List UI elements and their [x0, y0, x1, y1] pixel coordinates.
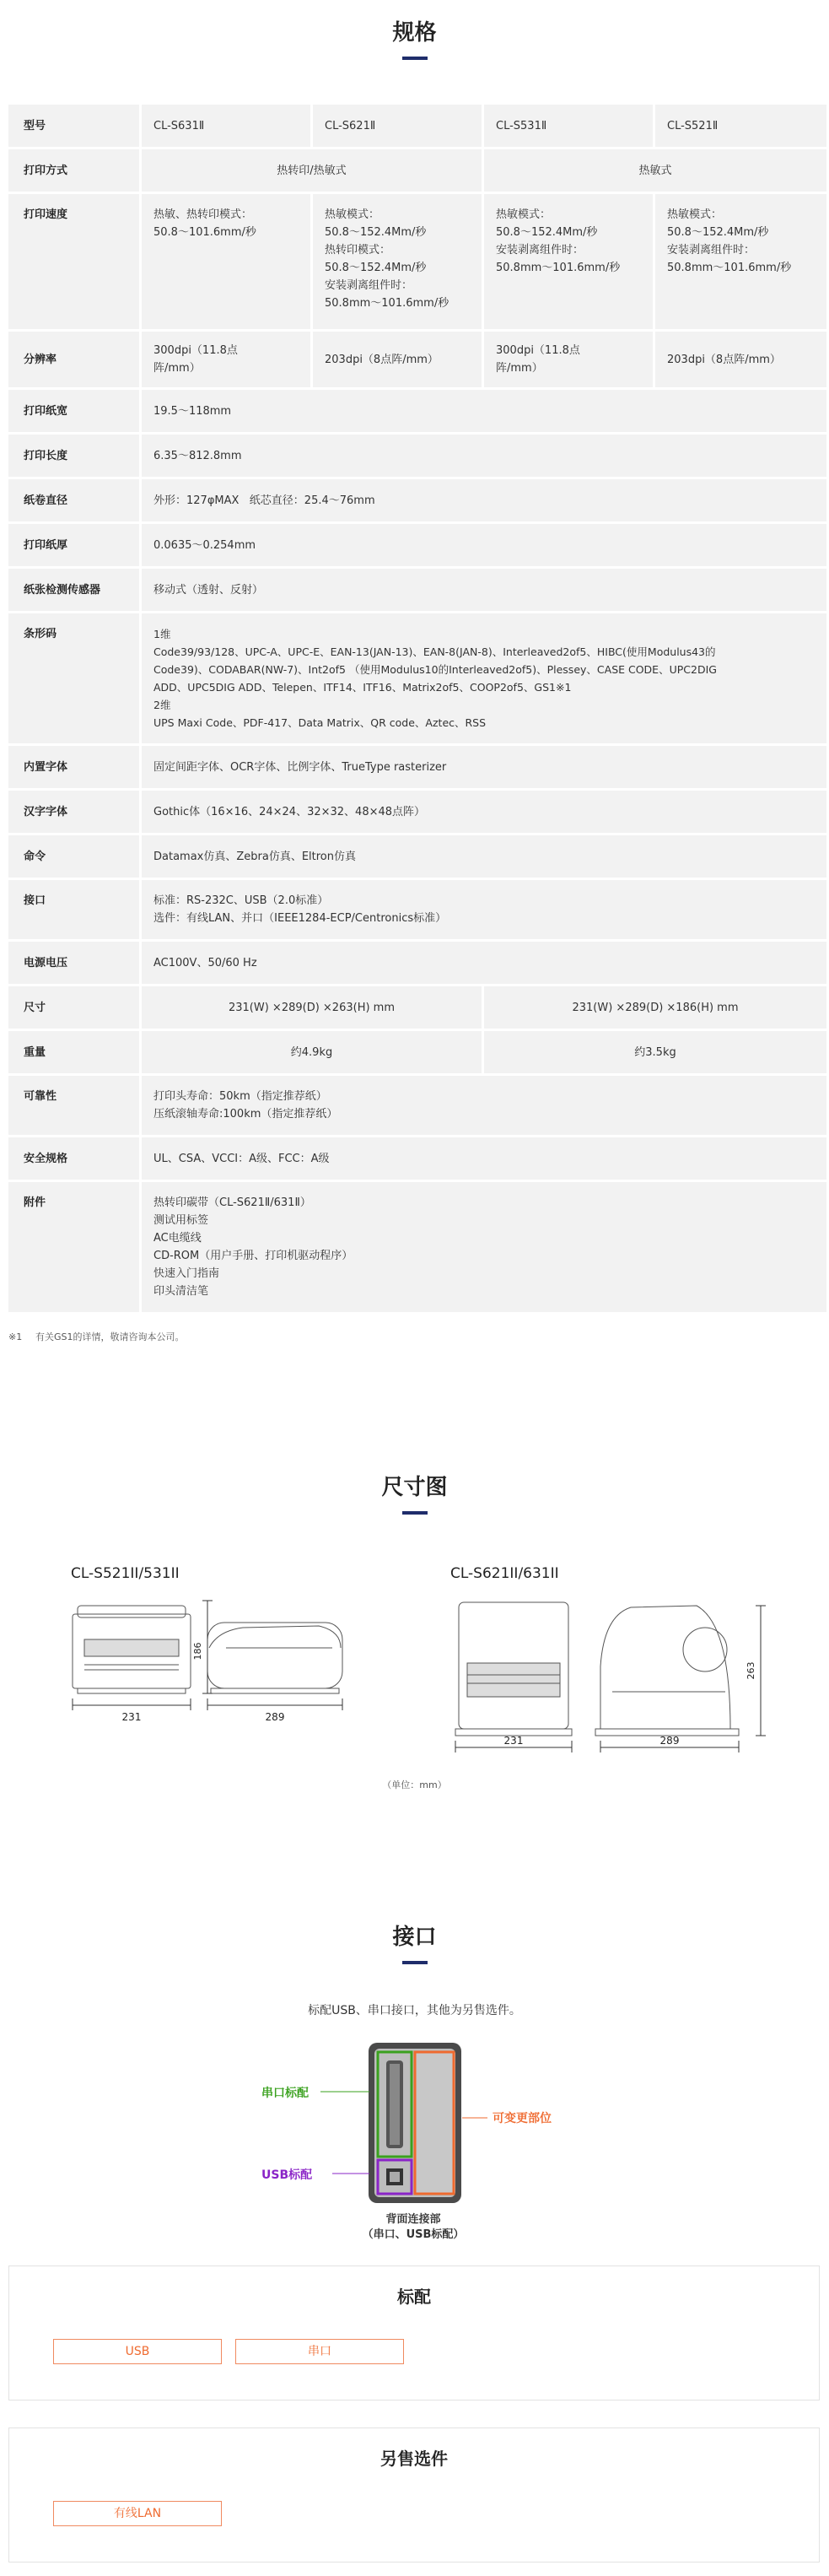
table-row [8, 791, 826, 833]
serial-label: 串口标配 [261, 2087, 309, 2100]
row-label: 电源电压 [8, 942, 142, 984]
cell-line: 测试用标签 [153, 1214, 209, 1227]
cell-line: ADD、UPC5DIG ADD、Telepen、ITF14、ITF16、Matrix2of5、COOP2of5、GS1※1 [153, 681, 572, 694]
cell-value [142, 332, 313, 387]
row-label: 纸卷直径 [8, 479, 142, 521]
cell-value: 外形：127φMAX 纸芯直径：25.4～76mm [142, 479, 826, 521]
spec-title: 规格 [392, 20, 437, 46]
cell-value: 固定间距字体、OCR字体、比例字体、TrueType rasterizer [142, 746, 826, 788]
cell-value: Gothic体（16×16、24×24、32×32、48×48点阵） [142, 791, 826, 833]
option-box [8, 2427, 820, 2562]
title-underline [402, 57, 428, 60]
row-label: 附件 [8, 1182, 142, 1312]
cell-line: 热敏模式： [496, 208, 552, 221]
row-label: 汉字字体 [8, 791, 142, 833]
title-underline [402, 1961, 428, 1964]
figure-caption-line2: （串口、USB标配） [362, 2228, 465, 2241]
table-row [8, 835, 826, 878]
row-label: 接口 [8, 880, 142, 939]
cell-line: 1维 [153, 628, 171, 640]
model-label-left: CL-S521II/531II [71, 1565, 180, 1582]
interface-section [0, 1920, 829, 2257]
cell-line: 压纸滚轴寿命:100km（指定推荐纸） [153, 1108, 338, 1121]
cell-line: 50.8～152.4Mm/秒 [496, 226, 598, 239]
option-box-title: 另售选件 [380, 2449, 448, 2469]
cell-value: 约3.5kg [484, 1031, 826, 1073]
cell-value [313, 194, 484, 329]
row-label: 打印纸厚 [8, 524, 142, 566]
cell-value: Datamax仿真、Zebra仿真、Eltron仿真 [142, 835, 826, 878]
cell-line: 50.8mm～101.6mm/秒 [496, 262, 621, 274]
wired-lan-tag-button[interactable]: 有线LAN [53, 2501, 222, 2526]
cell-line: 50.8～152.4Mm/秒 [325, 226, 427, 239]
footnote-text: 有关GS1的详情，敬请咨询本公司。 [35, 1331, 185, 1342]
row-label: 重量 [8, 1031, 142, 1073]
table-row [8, 149, 826, 192]
row-label: 纸张检测传感器 [8, 569, 142, 611]
cell-value [142, 194, 313, 329]
unit-note: （单位：mm） [382, 1779, 447, 1790]
cell-value: 0.0635～0.254mm [142, 524, 826, 566]
front-view-slot [84, 1639, 179, 1656]
cell-line: Code39)、CODABAR(NW-7)、Int2of5 （使用Modulus10的Interleaved2of5)、Plessey、CASE CODE、UPC2DIG [153, 663, 717, 676]
interface-description: 标配USB、串口接口，其他为另售选件。 [308, 2004, 521, 2017]
dim-depth-right: 289 [659, 1735, 680, 1747]
drawing-right [452, 1590, 781, 1759]
side-view-body [600, 1606, 730, 1729]
row-label: 打印长度 [8, 435, 142, 477]
cell-value: UL、CSA、VCCI：A级、FCC：A级 [142, 1137, 826, 1180]
cell-line: 打印头寿命：50km（指定推荐纸） [153, 1090, 327, 1103]
standard-box-title: 标配 [397, 2287, 431, 2307]
cell-line: 热敏、热转印模式： [153, 208, 253, 221]
usb-label: USB标配 [261, 2168, 313, 2182]
row-label: 打印纸宽 [8, 390, 142, 432]
dim-height-right: 263 [746, 1661, 756, 1680]
side-view-body [207, 1623, 342, 1688]
cell-value: 热敏式 [484, 149, 826, 192]
spec-table [8, 102, 826, 1315]
cell-value: 6.35～812.8mm [142, 435, 826, 477]
table-row [8, 524, 826, 566]
dim-width-right: 231 [503, 1735, 524, 1747]
table-row [8, 1137, 826, 1180]
cell-value [142, 880, 826, 939]
cell-line: 热转印碳带（CL-S621Ⅱ/631Ⅱ） [153, 1196, 311, 1209]
cell-value: 19.5～118mm [142, 390, 826, 432]
standard-box [8, 2265, 820, 2400]
cell-value: 231(W) ×289(D) ×186(H) mm [484, 986, 826, 1029]
cell-line: 50.8～152.4Mm/秒 [667, 226, 769, 239]
figure-caption-line1: 背面连接部 [385, 2213, 441, 2226]
cell-value [655, 332, 826, 387]
cell-line: 印头清洁笔 [153, 1285, 209, 1298]
cell-value: 移动式（透射、反射） [142, 569, 826, 611]
cell-value [142, 1076, 826, 1135]
table-row [8, 435, 826, 477]
table-row [8, 986, 826, 1029]
row-label: 条形码 [8, 613, 142, 743]
row-label: 内置字体 [8, 746, 142, 788]
model-label-right: CL-S621II/631II [450, 1565, 559, 1582]
serial-tag-button[interactable]: 串口 [235, 2339, 404, 2364]
cell-value: 热转印/热敏式 [142, 149, 484, 192]
dim-width-left: 231 [121, 1711, 142, 1723]
table-row [8, 942, 826, 984]
row-label: 打印方式 [8, 149, 142, 192]
row-label: 命令 [8, 835, 142, 878]
table-row [8, 390, 826, 432]
row-label: 型号 [8, 105, 142, 147]
cell-value: 231(W) ×289(D) ×263(H) mm [142, 986, 484, 1029]
cell-value [142, 1182, 826, 1312]
cell-line: UPS Maxi Code、PDF-417、Data Matrix、QR code、Aztec、RSS [153, 716, 487, 729]
row-label: 可靠性 [8, 1076, 142, 1135]
cell-line: 50.8mm～101.6mm/秒 [667, 262, 792, 274]
cell-line: CD-ROM（用户手册、打印机驱动程序） [153, 1250, 353, 1262]
table-row [8, 880, 826, 939]
cell-line: 300dpi（11.8点 [153, 344, 238, 357]
cell-line: AC电缆线 [153, 1232, 202, 1245]
cell-line: 2维 [153, 699, 171, 711]
model-name: CL-S631Ⅱ [142, 105, 313, 147]
model-name: CL-S621Ⅱ [313, 105, 484, 147]
table-row [8, 613, 826, 743]
cell-line: 50.8mm～101.6mm/秒 [325, 297, 449, 310]
cell-line: 50.8～101.6mm/秒 [153, 226, 256, 239]
footnote [8, 1330, 829, 1343]
cell-line: Code39/93/128、UPC-A、UPC-E、EAN-13(JAN-13)、EAN-8(JAN-8)、Interleaved2of5、HIBC(使用Modulus43的 [153, 645, 716, 658]
dim-depth-left: 289 [265, 1711, 285, 1723]
cell-line: 选件：有线LAN、并口（IEEE1284-ECP/Centronics标准） [153, 912, 447, 925]
table-row [8, 105, 826, 147]
table-row [8, 746, 826, 788]
table-row [8, 1076, 826, 1135]
cell-line: 阵/mm） [496, 362, 543, 375]
cell-line: 阵/mm） [153, 362, 201, 375]
cell-line: 300dpi（11.8点 [496, 344, 580, 357]
cell-line: 203dpi（8点阵/mm） [667, 353, 781, 366]
leader-line-right [462, 2109, 487, 2126]
table-row [8, 1031, 826, 1073]
cell-line: 标准：RS-232C、USB（2.0标准） [153, 894, 329, 907]
cell-value [484, 332, 655, 387]
cell-value [313, 332, 484, 387]
usb-tag-button[interactable]: USB [53, 2339, 222, 2364]
cell-value [142, 613, 826, 743]
cell-line: 安装剥离组件时： [325, 279, 413, 292]
dimensions-section [0, 1470, 829, 1818]
cell-value [484, 194, 655, 329]
title-underline [402, 1511, 428, 1515]
cell-value: 约4.9kg [142, 1031, 484, 1073]
rear-panel-drawing [368, 2042, 462, 2207]
changeable-highlight [415, 2052, 454, 2194]
cell-line: 安装剥离组件时： [496, 244, 584, 257]
cell-line: 热敏模式： [325, 208, 380, 221]
drawing-left [66, 1597, 386, 1732]
leader-lines [320, 2084, 371, 2185]
cell-line: 203dpi（8点阵/mm） [325, 353, 439, 366]
table-row [8, 194, 826, 329]
interface-title: 接口 [392, 1925, 437, 1950]
table-row [8, 332, 826, 387]
cell-value [655, 194, 826, 329]
row-label: 分辨率 [8, 332, 142, 387]
cell-line: 快速入门指南 [153, 1267, 220, 1280]
dimensions-title: 尺寸图 [381, 1475, 448, 1500]
cell-value: AC100V、50/60 Hz [142, 942, 826, 984]
cell-line: 热转印模式： [325, 244, 391, 257]
table-row [8, 1182, 826, 1312]
row-label: 安全规格 [8, 1137, 142, 1180]
cell-line: 安装剥离组件时： [667, 244, 756, 257]
front-view-top [78, 1606, 186, 1617]
row-label: 尺寸 [8, 986, 142, 1029]
changeable-label: 可变更部位 [493, 2112, 552, 2125]
model-name: CL-S521Ⅱ [655, 105, 826, 147]
table-row [8, 479, 826, 521]
cell-line: 50.8～152.4Mm/秒 [325, 262, 427, 274]
row-label: 打印速度 [8, 194, 142, 329]
rear-panel-figure [0, 2042, 829, 2257]
cell-line: 热敏模式： [667, 208, 723, 221]
dimension-drawings [0, 1565, 829, 1818]
front-view-slot [467, 1663, 560, 1697]
table-row [8, 569, 826, 611]
footnote-mark: ※1 [8, 1331, 23, 1342]
model-name: CL-S531Ⅱ [484, 105, 655, 147]
dim-height-left: 186 [192, 1642, 203, 1661]
